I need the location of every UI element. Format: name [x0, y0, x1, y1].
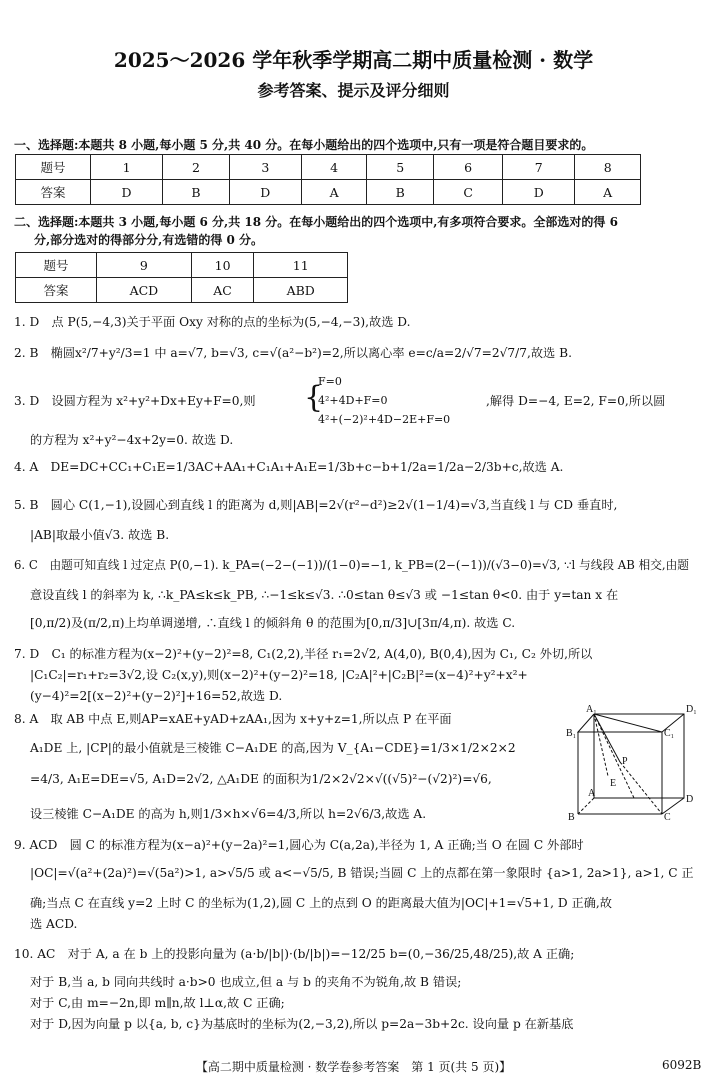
label-C1: C₁	[664, 728, 675, 739]
solution-7-line3: (y−4)²=2[(x−2)²+(y−2)²]+16=52,故选 D.	[30, 689, 283, 703]
solution-10-line2: 对于 B,当 a, b 同向共线时 a·b>0 也成立,但 a 与 b 的夹角不为锐角,故 B 错误;	[30, 975, 462, 989]
solution-10-line3: 对于 C,由 m=−2n,即 m∥n,故 l⊥α,故 C 正确;	[30, 996, 285, 1010]
answer-table-2	[15, 252, 348, 303]
solution-6-line1: 6. C 由题可知直线 l 过定点 P(0,−1). k_PA=(−2−(−1))/(1−0)=−1, k_PB=(2−(−1))/(√3−0)=√3, ∵l 与线段 AB 相交,由题	[14, 558, 689, 572]
solution-9-line4: 选 ACD.	[30, 917, 78, 931]
label-B1: B₁	[566, 728, 577, 739]
answer-cell: B	[163, 180, 230, 205]
question-number: 6	[434, 155, 503, 180]
answer-cell: B	[367, 180, 434, 205]
solution-7-line2: |C₁C₂|=r₁+r₂=3√2,设 C₂(x,y),则(x−2)²+(y−2)²=18, |C₂A|²+|C₂B|²=(x−4)²+y²+x²+	[30, 668, 528, 682]
solution-8-line4: 设三棱锥 C−A₁DE 的高为 h,则1/3×h×√6=4/3,所以 h=2√6/3,故选 A.	[30, 807, 427, 821]
solution-10-line4: 对于 D,因为向量 p 以{a, b, c}为基底时的坐标为(2,−3,2),所以 p=2a−3b+2c. 设向量 p 在新基底	[30, 1017, 574, 1031]
question-number: 3	[229, 155, 301, 180]
table-row	[16, 253, 348, 278]
page-footer: 【高二期中质量检测 · 数学卷参考答案 第 1 页(共 5 页)】	[195, 1060, 512, 1074]
answer-cell: A	[575, 180, 641, 205]
solution-7-line1: 7. D C₁ 的标准方程为(x−2)²+(y−2)²=8, C₁(2,2),半径 r₁=2√2, A(4,0), B(0,4),因为 C₁, C₂ 外切,所以	[14, 647, 593, 661]
label-C: C	[664, 812, 671, 820]
solution-9-line3: 确;当点 C 在直线 y=2 上时 C 的坐标为(1,2),圆 C 上的点到 O 的距离最大值为|OC|+1=√5+1, D 正确,故	[30, 896, 612, 910]
solution-2: 2. B 椭圆x²/7+y²/3=1 中 a=√7, b=√3, c=√(a²−b²)=2,所以离心率 e=c/a=2/√7=2√7/7,故选 B.	[14, 346, 572, 360]
solution-5-line1: 5. B 圆心 C(1,−1),设圆心到直线 l 的距离为 d,则|AB|=2√(r²−d²)≥2√(1−1/4)=√3,当直线 l 与 CD 垂直时,	[14, 498, 618, 512]
answer-cell: ACD	[97, 278, 192, 303]
question-number: 4	[301, 155, 367, 180]
table-row	[16, 180, 641, 205]
solution-8-line2: A₁DE 上, |CP|的最小值就是三棱锥 C−A₁DE 的高,因为 V_{A₁−CDE}=1/3×1/2×2×2	[30, 741, 516, 755]
section2-heading-line2: 分,部分选对的得部分分,有选错的得 0 分。	[34, 233, 264, 247]
solution-8-line3: =4/3, A₁E=DE=√5, A₁D=2√2, △A₁DE 的面积为1/2×2√2×√((√5)²−(√2)²)=√6,	[30, 772, 492, 786]
solution-3-result: ,解得 D=−4, E=2, F=0,所以圆	[486, 394, 666, 408]
solution-9-line1: 9. ACD 圆 C 的标准方程为(x−a)²+(y−2a)²=1,圆心为 C(a,2a),半径为 1, A 正确;当 O 在圆 C 外部时	[14, 838, 584, 852]
question-number: 10	[191, 253, 254, 278]
row-label: 题号	[16, 155, 91, 180]
section1-heading: 一、选择题:本题共 8 小题,每小题 5 分,共 40 分。在每小题给出的四个选项中,只有一项是符合题目要求的。	[14, 138, 594, 152]
solution-8-line1: 8. A 取 AB 中点 E,则AP=xAE+yAD+zAA₁,因为 x+y+z=1,所以点 P 在平面	[14, 712, 452, 726]
answer-cell: ABD	[254, 278, 348, 303]
question-number: 11	[254, 253, 348, 278]
label-D: D	[686, 794, 694, 805]
row-label: 题号	[16, 253, 97, 278]
system-eq-1: F=0	[318, 375, 342, 388]
system-eq-2: 4²+4D+F=0	[318, 394, 388, 407]
answer-cell: D	[503, 180, 575, 205]
label-A: A	[588, 788, 596, 799]
answer-cell: C	[434, 180, 503, 205]
solution-9-line2: |OC|=√(a²+(2a)²)=√(5a²)>1, a>√5/5 或 a<−√5/5, B 错误;当圆 C 上的点都在第一象限时 {a>1, 2a>1}, a>1, C 正	[30, 866, 694, 880]
label-D1: D₁	[686, 704, 697, 715]
table-row	[16, 278, 348, 303]
row-label: 答案	[16, 180, 91, 205]
answer-cell: D	[91, 180, 163, 205]
system-eq-3: 4²+(−2)²+4D−2E+F=0	[318, 413, 451, 426]
table-row	[16, 155, 641, 180]
page-subtitle: 参考答案、提示及评分细则	[257, 81, 450, 100]
label-E: E	[610, 778, 617, 789]
cube-figure	[564, 702, 700, 820]
solution-1: 1. D 点 P(5,−4,3)关于平面 Oxy 对称的点的坐标为(5,−4,−3),故选 D.	[14, 315, 411, 329]
label-B: B	[568, 812, 575, 820]
section2-heading-line1: 二、选择题:本题共 3 小题,每小题 6 分,共 18 分。在每小题给出的四个选项中,有多项符合要求。全部选对的得 6	[14, 215, 618, 229]
row-label: 答案	[16, 278, 97, 303]
question-number: 2	[163, 155, 230, 180]
solution-5-line2: |AB|取最小值√3. 故选 B.	[30, 528, 170, 542]
label-P: P	[622, 756, 628, 767]
question-number: 1	[91, 155, 163, 180]
answer-cell: AC	[191, 278, 254, 303]
answer-cell: A	[301, 180, 367, 205]
solution-6-line3: [0,π/2)及(π/2,π)上均单调递增, ∴直线 l 的倾斜角 θ 的范围为[0,π/3]∪[3π/4,π). 故选 C.	[30, 616, 516, 630]
system-brace: {	[304, 380, 324, 415]
solution-3-conclusion: 的方程为 x²+y²−4x+2y=0. 故选 D.	[30, 433, 234, 447]
solution-4: 4. A DE=DC+CC₁+C₁E=1/3AC+AA₁+C₁A₁+A₁E=1/3b+c−b+1/2a=1/2a−2/3b+c,故选 A.	[14, 460, 564, 474]
question-number: 7	[503, 155, 575, 180]
question-number: 5	[367, 155, 434, 180]
solution-10-line1: 10. AC 对于 A, a 在 b 上的投影向量为 (a·b/|b|)·(b/|b|)=−12/25 b=(0,−36/25,48/25),故 A 正确;	[14, 947, 575, 961]
answer-cell: D	[229, 180, 301, 205]
document-code: 6092B	[662, 1058, 702, 1072]
question-number: 9	[97, 253, 192, 278]
page-title: 2025～2026 学年秋季学期高二期中质量检测 · 数学	[113, 48, 594, 72]
solution-6-line2: 意设直线 l 的斜率为 k, ∴k_PA≤k≤k_PB, ∴−1≤k≤√3. ∴0≤tan θ≤√3 或 −1≤tan θ<0. 由于 y=tan x 在	[30, 588, 619, 602]
label-A1: A₁	[586, 704, 597, 715]
answer-table-1	[15, 154, 641, 205]
question-number: 8	[575, 155, 641, 180]
solution-3-intro: 3. D 设圆方程为 x²+y²+Dx+Ey+F=0,则	[14, 394, 256, 408]
